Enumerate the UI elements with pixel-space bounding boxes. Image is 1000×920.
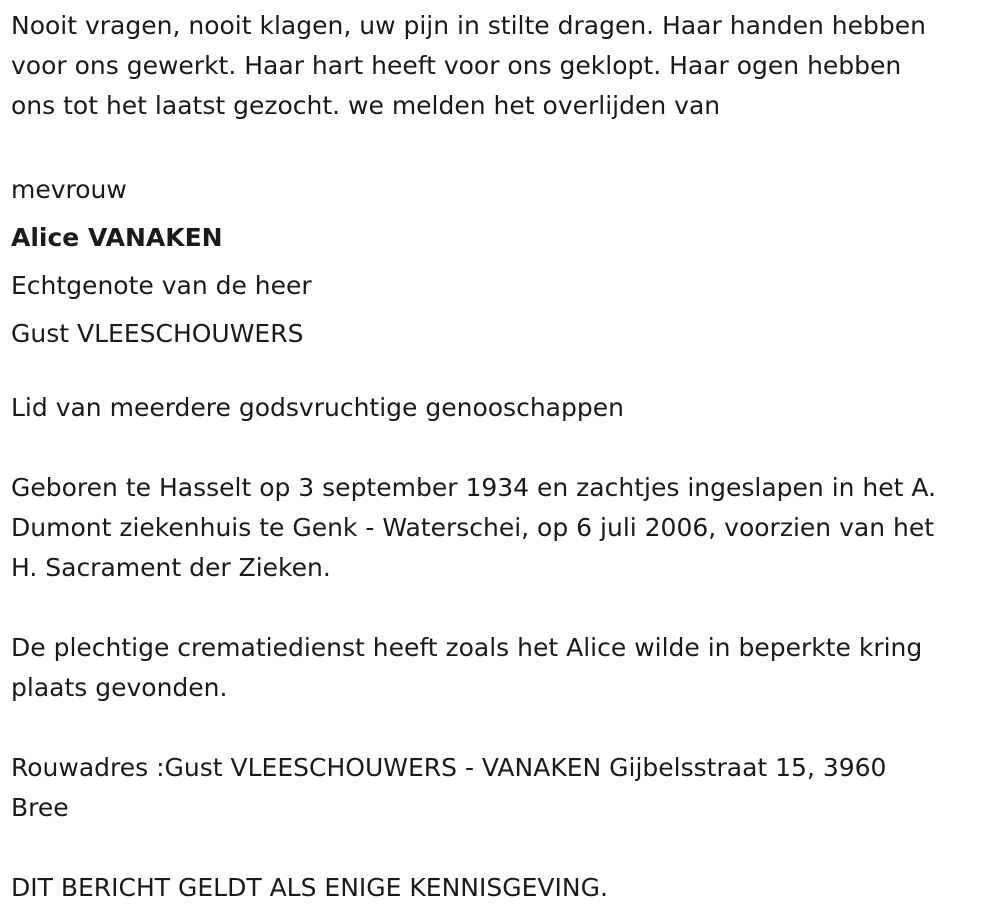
- address-line: Rouwadres :Gust VLEESCHOUWERS - VANAKEN Gijbelsstraat 15, 3960: [11, 753, 887, 782]
- name-block: [11, 166, 993, 358]
- spacer: [11, 428, 993, 468]
- spouse-name: Gust VLEESCHOUWERS: [11, 319, 304, 348]
- membership-line: Lid van meerdere godsvruchtige genooschappen: [11, 393, 624, 422]
- spacer: [11, 828, 993, 868]
- address-line: Bree: [11, 793, 69, 822]
- salutation: mevrouw: [11, 175, 127, 204]
- birth-death-paragraph: [11, 468, 993, 588]
- obituary-document: [11, 6, 993, 908]
- address-paragraph: [11, 748, 993, 828]
- spacer: [11, 358, 993, 388]
- intro-line: voor ons gewerkt. Haar hart heeft voor ons geklopt. Haar ogen hebben: [11, 51, 902, 80]
- birth-death-line: H. Sacrament der Zieken.: [11, 553, 331, 582]
- spacer: [11, 126, 993, 166]
- intro-line: Nooit vragen, nooit klagen, uw pijn in stilte dragen. Haar handen hebben: [11, 11, 926, 40]
- deceased-name: Alice VANAKEN: [11, 223, 223, 252]
- ceremony-line: De plechtige crematiedienst heeft zoals het Alice wilde in beperkte kring: [11, 633, 923, 662]
- birth-death-line: Dumont ziekenhuis te Genk - Waterschei, op 6 juli 2006, voorzien van het: [11, 513, 935, 542]
- intro-paragraph: [11, 6, 993, 126]
- notice-paragraph: [11, 868, 993, 908]
- membership-paragraph: [11, 388, 993, 428]
- notice-line: DIT BERICHT GELDT ALS ENIGE KENNISGEVING.: [11, 873, 608, 902]
- intro-line: ons tot het laatst gezocht. we melden het overlijden van: [11, 91, 721, 120]
- spacer: [11, 708, 993, 748]
- ceremony-paragraph: [11, 628, 993, 708]
- spacer: [11, 588, 993, 628]
- birth-death-line: Geboren te Hasselt op 3 september 1934 en zachtjes ingeslapen in het A.: [11, 473, 937, 502]
- ceremony-line: plaats gevonden.: [11, 673, 228, 702]
- spouse-label: Echtgenote van de heer: [11, 271, 312, 300]
